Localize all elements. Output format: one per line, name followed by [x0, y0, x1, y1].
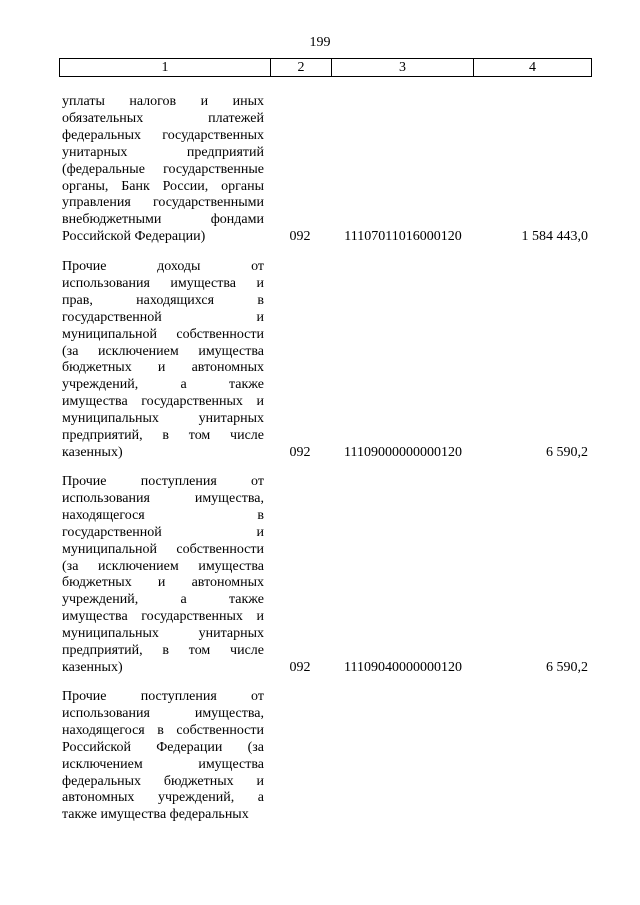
description-line: предприятий, в том числе — [62, 428, 264, 444]
description-line: использования имущества, — [62, 490, 264, 506]
amount-value: 6 590,2 — [546, 659, 588, 675]
description-line: федеральных бюджетных и — [62, 773, 264, 789]
description-line: имущества государственных и — [62, 609, 264, 625]
budget-classification-code: 11109040000000120 — [344, 659, 462, 675]
description-line: также имущества федеральных — [62, 807, 249, 823]
description-line: внебюджетными фондами — [62, 212, 264, 228]
description-line: (за исключением имущества — [62, 343, 264, 359]
description-line: государственной и — [62, 309, 264, 325]
description-line: находящегося в собственности — [62, 722, 264, 738]
table-header — [59, 58, 592, 77]
description-line: уплаты налогов и иных — [62, 94, 264, 109]
row-description — [62, 474, 264, 677]
budget-classification-code: 11107011016000120 — [344, 229, 462, 245]
amount-value: 1 584 443,0 — [521, 229, 588, 245]
description-line: государственной и — [62, 524, 264, 540]
description-line: имущества государственных и — [62, 394, 264, 410]
description-line: (федеральные государственные — [62, 161, 264, 177]
description-line: муниципальных унитарных — [62, 626, 264, 642]
description-line: использования имущества, — [62, 705, 264, 721]
admin-code: 092 — [289, 659, 311, 675]
description-line: учреждений, а также — [62, 377, 264, 393]
description-line: муниципальной собственности — [62, 541, 264, 557]
description-line: федеральных государственных — [62, 127, 264, 143]
header-col-4: 4 — [474, 59, 592, 77]
description-line: управления государственными — [62, 195, 264, 211]
description-line: бюджетных и автономных — [62, 360, 264, 376]
row-description — [62, 259, 264, 462]
description-line: казенных) — [62, 659, 123, 675]
description-line: находящегося в — [62, 507, 264, 523]
description-line: (за исключением имущества — [62, 558, 264, 574]
description-line: Российской Федерации) — [62, 229, 206, 245]
description-line: органы, Банк России, органы — [62, 178, 264, 194]
description-line: предприятий, в том числе — [62, 643, 264, 659]
page-number: 199 — [309, 35, 331, 50]
description-line: муниципальной собственности — [62, 326, 264, 342]
description-line: муниципальных унитарных — [62, 411, 264, 427]
admin-code: 092 — [289, 229, 311, 245]
header-col-2: 2 — [271, 59, 332, 77]
header-col-3: 3 — [332, 59, 474, 77]
description-line: прав, находящихся в — [62, 292, 264, 308]
description-line: обязательных платежей — [62, 110, 264, 126]
description-line: исключением имущества — [62, 756, 264, 772]
row-description — [62, 94, 264, 246]
description-line: унитарных предприятий — [62, 144, 264, 160]
description-line: бюджетных и автономных — [62, 575, 264, 591]
description-line: Прочие поступления от — [62, 689, 264, 704]
description-line: Российской Федерации (за — [62, 739, 264, 755]
description-line: автономных учреждений, а — [62, 790, 264, 806]
description-line: учреждений, а также — [62, 592, 264, 608]
description-line: казенных) — [62, 444, 123, 460]
description-line: использования имущества и — [62, 275, 264, 291]
description-line: Прочие поступления от — [62, 474, 264, 489]
admin-code: 092 — [289, 444, 311, 460]
header-col-1: 1 — [60, 59, 271, 77]
description-line: Прочие доходы от — [62, 259, 264, 274]
amount-value: 6 590,2 — [546, 444, 588, 460]
budget-classification-code: 11109000000000120 — [344, 444, 462, 460]
row-description — [62, 689, 264, 824]
